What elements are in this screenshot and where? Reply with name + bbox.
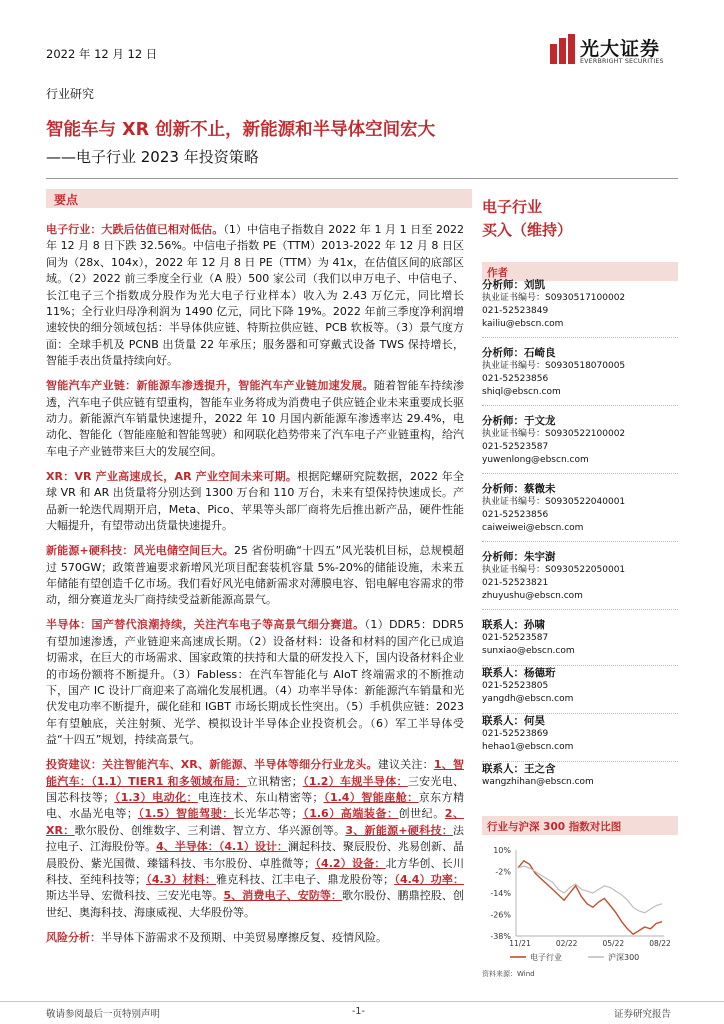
sector-heading: （1.2）车规半导体：	[302, 774, 408, 788]
sector-heading: 4、半导体：	[156, 840, 219, 854]
x-tick-label: 11/21	[509, 939, 531, 948]
chart-source: 资料来源：Wind	[482, 970, 535, 978]
report-date: 2022 年 12 月 12 日	[46, 47, 158, 61]
lead-text: 智能汽车产业链：新能源车渗透提升，智能汽车产业链加速发展。	[46, 379, 374, 393]
body-text: 随着智能车持续渗透，汽车电子供应链有望重构，智能车业务将成为消费电子供应链企业未来重要成长驱动力。新能源汽车销量快速提升，2022 年 10 月国内新能源车渗透率达 29.4%，电动化、智能化（智能座舱和智能驾驶）和网联化趋势带来了汽车电子产业链重构，给汽车电子产业链带来巨大的发展空间。	[46, 379, 464, 458]
lead-text: 投资建议：关注智能汽车、XR、新能源、半导体等细分行业龙头。	[46, 758, 378, 772]
stock-list: 歌尔股份、创维数字、三利谱、智立方、华兴源创等。	[74, 823, 346, 837]
summary-body	[46, 222, 464, 955]
sector-heading: 1、智能汽车：	[46, 758, 465, 788]
analyst-email[interactable]: zhuyushu@ebscn.com	[482, 590, 583, 601]
stock-list: 澜起科技、聚辰股份、兆易创新、晶晨股份、紫光国微、臻镭科技、韦尔股份、卓胜微等；	[46, 840, 464, 870]
paragraph-energy	[46, 543, 464, 609]
chart-title: 行业与沪深 300 指数对比图	[487, 821, 622, 833]
sector-heading: （4.1）设计：	[218, 840, 288, 854]
analyst-phone: 021-52523856	[482, 373, 549, 384]
sector-heading: （4.4）功率：	[394, 873, 465, 886]
contact-card	[482, 666, 678, 706]
analyst-cert: 执业证书编号：S0930522100002	[482, 429, 626, 439]
analyst-card	[482, 346, 678, 398]
analyst-name: 分析师：刘凯	[482, 279, 545, 291]
stock-list: 创世纪。	[398, 807, 445, 821]
lead-text: 新能源+硬科技：风光电储空间巨大。	[46, 544, 234, 558]
body-text: 根据陀螺研究院数据，2022 年全球 VR 和 AR 出货量将分别达到 1300 万台和 110 万台，未来有望保持快速成长。产品新一轮迭代周期开启，Meta、Pico、苹果等头部厂商将先后推出新产品，硬件性能大幅提升，有望带动出货量快速提升。	[46, 469, 464, 533]
contact-name: 联系人：王之含	[482, 763, 556, 775]
stock-list: 立讯精密；	[246, 774, 303, 788]
contact-phone: 021-52523869	[482, 729, 549, 739]
stock-list: 京东方精电、水晶光电等；	[46, 790, 465, 821]
body-text: （1）DDR5：DDR5 有望加速渗透，产业链迎来高速成长期。（2）设备材料：设备和材料的国产化已成追切需求，在巨大的市场需求、国家政策的扶持和大量的研发投入下，国内设备材料企业的市场份额将不断提升。（3）Fabless：在汽车智能化与 AIoT 终端需求的不断推动下，国产 IC 设计厂商迎来了高端化发展机遇。（4）功率半导体：新能源汽车销量和光伏发电功率不断提升，碳化硅和 IGBT 市场长期成长性突出。（5）手机供应链：2023 年有望触底，关注射频、光学、模拟设计半导体企业投资机会。（6）军工半导体受益“十四五”规划，持续高景气。	[46, 618, 464, 747]
stock-list: 三安光电、国芯科技等；	[46, 774, 465, 804]
body-text: （1）中信电子指数自 2022 年 1 月 1 日至 2022 年 12 月 8 日下跌 32.56%。中信电子指数 PE（TTM）2013-2022 年 12 月 8 日区间为（28x、104x），2022 年 12 月 8 日 PE（TTM）为 41x，在估值区间的底部区域。（2）2022 前三季度全行业（A 股）500 家公司（我们以申万电子、中信电子、长江电子三个指数成分股作为光大电子行业样本）收入为 2.43 万亿元，同比增长 11%；全行业归母净利润为 1490 亿元，同比下降 19%。2022 年前三季度净利润增速较快的细分领域包括：半导体供应链、特斯拉供应链、PCB 软板等。（3）景气度方面：全球手机及 PCNB 出货量 22 年承压；服务器和可穿戴式设备 TWS 保持增长，智能手表出货量持续向好。	[46, 223, 464, 368]
stock-list: 电连技术、东山精密等；	[197, 790, 324, 804]
report-category: 行业研究	[46, 87, 95, 101]
brand-logo	[548, 34, 680, 74]
paragraph-auto	[46, 378, 464, 460]
analyst-phone: 021-52523856	[482, 509, 549, 520]
lead-text: XR：VR 产业高速成长，AR 产业空间未来可期。	[46, 469, 298, 483]
sector-heading: （4.2）设备：	[315, 856, 386, 870]
contact-card	[482, 618, 678, 658]
footer-report-type: 证券研究报告	[614, 1009, 672, 1020]
card-divider	[482, 405, 678, 406]
legend-label: 沪深300	[608, 953, 640, 962]
card-divider	[482, 337, 678, 338]
summary-label: 要点	[54, 193, 79, 207]
title-divider	[46, 178, 678, 179]
analyst-email[interactable]: yuwenlong@ebscn.com	[482, 454, 589, 465]
contact-email[interactable]: hehao1@ebscn.com	[482, 741, 574, 752]
sector-heading: 3、新能源+硬科技：	[345, 823, 454, 837]
contact-name: 联系人：孙啸	[482, 619, 545, 631]
body-text: 建议关注：	[377, 758, 434, 772]
analyst-card	[482, 414, 678, 466]
analyst-email[interactable]: kailiu@ebscn.com	[482, 318, 564, 329]
industry-name: 电子行业	[482, 198, 543, 216]
analyst-name: 分析师：蔡微未	[482, 483, 556, 495]
analyst-card	[482, 278, 678, 330]
paragraph-industry	[46, 222, 464, 370]
paragraph-xr	[46, 469, 464, 535]
stock-list: 北方华创、长川科技、至纯科技等；	[46, 856, 464, 886]
y-tick-label: -26%	[490, 910, 511, 920]
analyst-email[interactable]: shiql@ebscn.com	[482, 386, 561, 397]
y-tick-label: 10%	[493, 846, 511, 855]
contact-card	[482, 762, 678, 789]
footer-divider	[0, 1001, 724, 1002]
analyst-cert: 执业证书编号：S0930518070005	[482, 361, 626, 371]
card-divider	[482, 609, 678, 610]
stock-list: 法拉电子、江海股份等。	[46, 823, 465, 854]
body-text: 25 省份明确“十四五”风光装机目标，总规模超过 570GW；政策普遍要求新增风光项目配套装机容量 5%-20%的储能设施，未来五年储能有望创造千亿市场。我们看好风光电储新需求对薄膜电容、铝电解电容需求的带动，细分赛道龙头厂商持续受益新能源高景气。	[46, 544, 465, 607]
lead-text: 电子行业：大跌后估值已相对低估。	[46, 223, 224, 236]
contact-email[interactable]: yangdh@ebscn.com	[482, 693, 574, 704]
stock-list: 斯达半导、宏微科技、三安光电等。	[46, 889, 224, 903]
chart-header	[482, 816, 678, 835]
contact-email[interactable]: wangzhihan@ebscn.com	[482, 777, 594, 787]
lead-text: 半导体：国产替代浪潮持续，关注汽车电子等高景气细分赛道。	[46, 618, 365, 632]
sector-heading: （1.6）高端装备：	[302, 807, 399, 821]
logo-mark-icon	[548, 34, 576, 64]
sector-heading: （1.4）智能座舱：	[323, 790, 419, 804]
analyst-phone: 021-52523849	[482, 305, 549, 316]
lead-text: 风险分析：	[46, 930, 101, 944]
analyst-name: 分析师：朱宇澍	[482, 551, 556, 563]
page-number: -1-	[352, 1006, 365, 1017]
logo-english: EVERBRIGHT SECURITIES	[580, 58, 664, 65]
series-line-electronics	[518, 861, 662, 934]
analyst-name: 分析师：石崎良	[482, 347, 556, 359]
x-tick-label: 08/22	[649, 939, 671, 948]
sector-heading: （1.3）电动化：	[114, 790, 198, 804]
card-divider	[482, 541, 678, 542]
contact-name: 联系人：何昊	[482, 715, 545, 727]
legend-label: 电子行业	[530, 953, 562, 962]
y-tick-label: -14%	[490, 889, 511, 898]
index-comparison-chart	[482, 840, 678, 1010]
analyst-card	[482, 550, 678, 602]
contact-email[interactable]: sunxiao@ebscn.com	[482, 645, 575, 656]
logo-text: 光大证券	[580, 38, 661, 60]
y-tick-label: -2%	[495, 867, 511, 877]
paragraph-semiconductor	[46, 617, 464, 748]
sector-heading: （1.5）智能驾驶：	[137, 807, 234, 821]
analyst-cert: 执业证书编号：S0930517100002	[482, 293, 626, 303]
analyst-card	[482, 482, 678, 534]
sector-heading: 5、消费电子、安防等：	[223, 889, 343, 903]
body-text: 半导体下游需求不及预期、中美贸易摩擦反复、疫情风险。	[101, 930, 387, 944]
analyst-cert: 执业证书编号：S0930522050001	[482, 565, 626, 575]
sector-heading: （1.1）TIER1 和多领域布局：	[91, 774, 247, 788]
rating: 买入（维持）	[482, 221, 573, 239]
analyst-phone: 021-52523821	[482, 577, 549, 588]
summary-header	[46, 189, 472, 208]
report-subtitle: ——电子行业 2023 年投资策略	[46, 148, 259, 166]
contact-card	[482, 714, 678, 754]
authors-label: 作者	[487, 267, 508, 279]
stock-list: 长光华芯等；	[233, 807, 303, 821]
contact-phone: 021-52523587	[482, 633, 549, 643]
contact-name: 联系人：杨德珩	[482, 667, 556, 679]
analyst-name: 分析师：于文龙	[482, 415, 556, 427]
report-title: 智能车与 XR 创新不止，新能源和半导体空间宏大	[46, 120, 436, 140]
y-tick-label: -38%	[490, 932, 511, 941]
card-divider	[482, 473, 678, 474]
analyst-email[interactable]: caiweiwei@ebscn.com	[482, 522, 584, 533]
sector-heading: （4.3）材料：	[146, 873, 217, 886]
footer-disclaimer: 敬请参阅最后一页特别声明	[46, 1009, 161, 1020]
stock-list: 雅克科技、江丰电子、鼎龙股份等；	[216, 873, 395, 886]
sector-heading: 2、XR：	[46, 807, 465, 837]
analyst-cert: 执业证书编号：S0930522040001	[482, 497, 626, 507]
analyst-phone: 021-52523587	[482, 441, 549, 452]
x-tick-label: 05/22	[602, 939, 625, 948]
x-tick-label: 02/22	[555, 939, 578, 948]
paragraph-risk	[46, 930, 464, 946]
paragraph-investment	[46, 757, 464, 921]
stock-list: 歌尔股份、鹏鼎控股、创世纪、奥海科技、海康威视、大华股份等。	[46, 889, 465, 919]
contact-phone: 021-52523805	[482, 681, 549, 691]
